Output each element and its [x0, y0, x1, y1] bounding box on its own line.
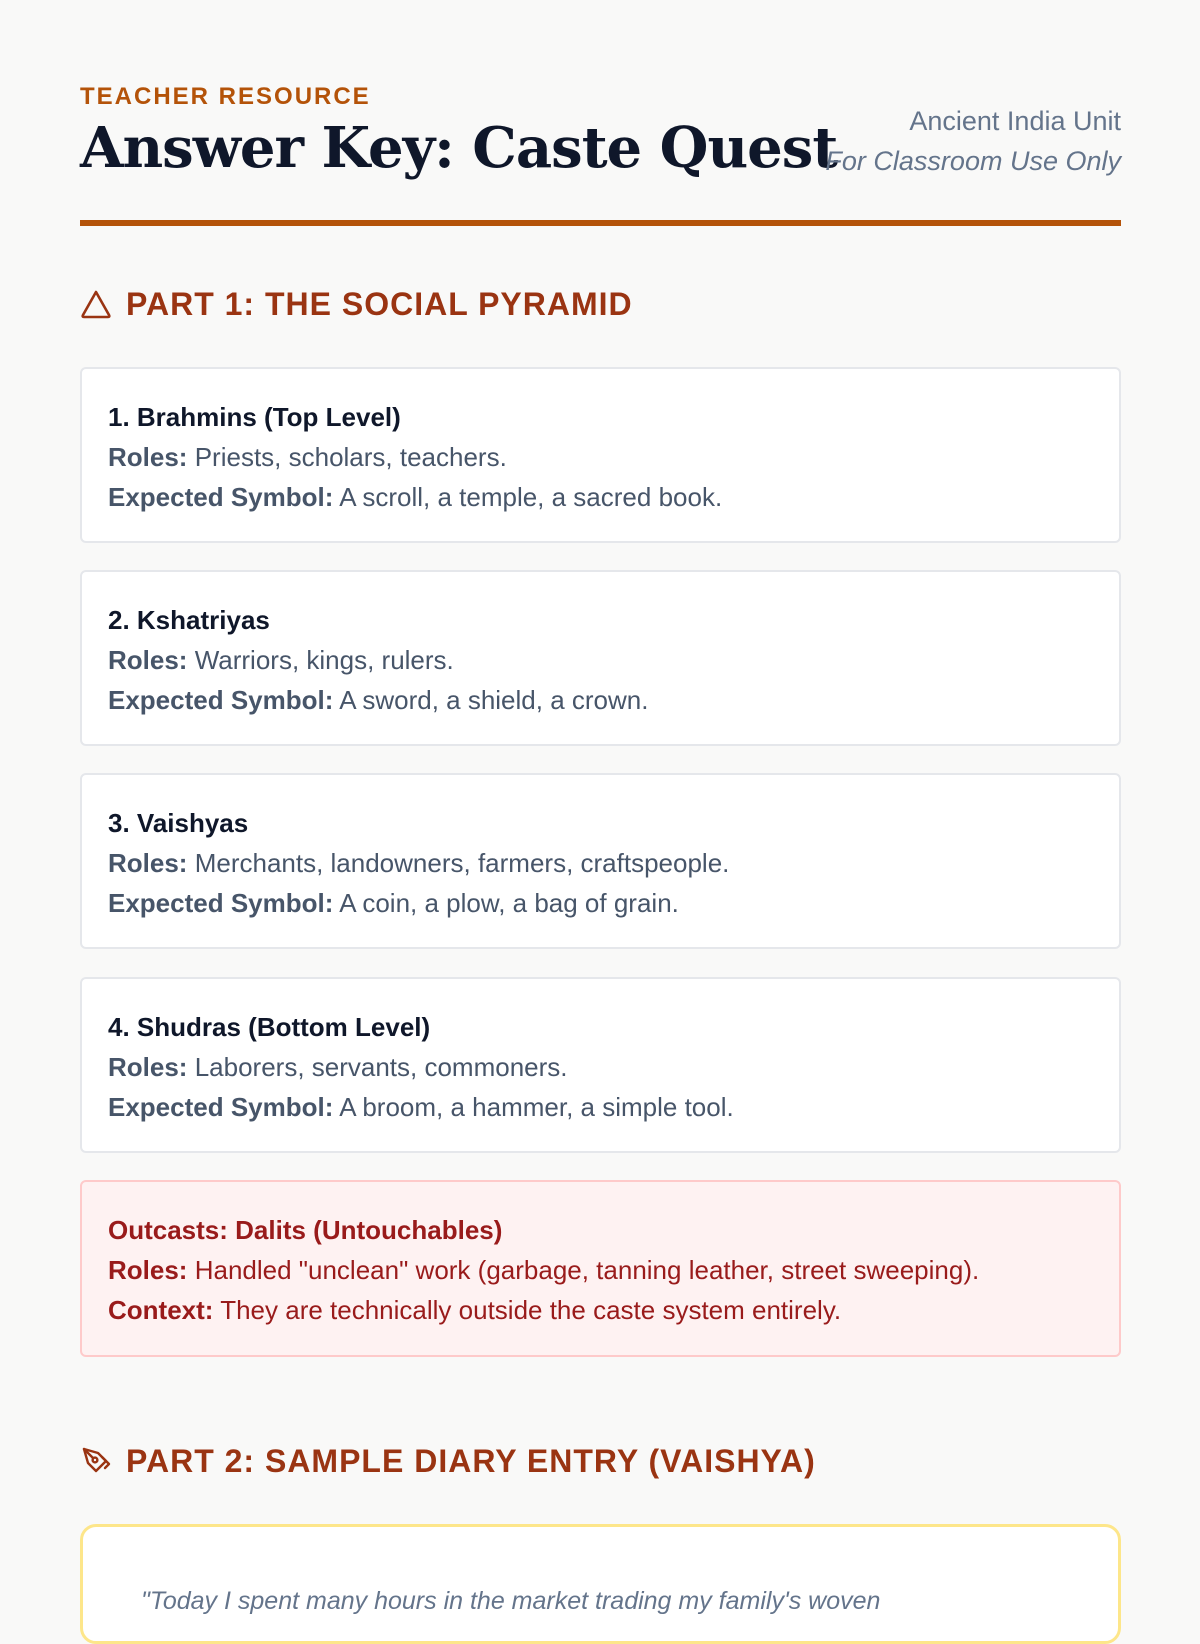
- symbol-line: [108, 477, 1093, 517]
- caste-card-brahmins: [80, 367, 1121, 543]
- part1-heading: [80, 282, 633, 326]
- pen-icon: [80, 1445, 112, 1477]
- triangle-icon: [80, 288, 112, 320]
- symbol-line: [108, 1087, 1093, 1127]
- roles-line: [108, 640, 1093, 680]
- symbol-value: A scroll, a temple, a sacred book.: [339, 482, 723, 512]
- part1-title: PART 1: THE SOCIAL PYRAMID: [126, 286, 633, 322]
- caste-card-vaishyas: [80, 773, 1121, 949]
- caste-card-shudras: [80, 977, 1121, 1153]
- symbol-line: [108, 883, 1093, 923]
- symbol-label: Expected Symbol:: [108, 1092, 334, 1122]
- roles-line: [108, 1047, 1093, 1087]
- roles-value: Priests, scholars, teachers.: [194, 442, 507, 472]
- roles-label: Roles:: [108, 1255, 188, 1285]
- context-value: They are technically outside the caste system entirely.: [220, 1295, 842, 1325]
- unit-label: Ancient India Unit: [909, 106, 1121, 136]
- symbol-value: A sword, a shield, a crown.: [339, 685, 649, 715]
- caste-card-kshatriyas: [80, 570, 1121, 746]
- part2-heading: [80, 1439, 816, 1483]
- symbol-value: A broom, a hammer, a simple tool.: [339, 1092, 734, 1122]
- roles-value: Warriors, kings, rulers.: [194, 645, 454, 675]
- diary-text: "Today I spent many hours in the market trading my family's woven: [141, 1587, 881, 1615]
- card-title: 3. Vaishyas: [108, 808, 249, 838]
- roles-line: [108, 1250, 1093, 1290]
- outcasts-card: [80, 1180, 1121, 1357]
- resource-eyebrow: TEACHER RESOURCE: [80, 83, 371, 110]
- symbol-line: [108, 680, 1093, 720]
- answer-key-page: [80, 0, 1121, 1615]
- roles-label: Roles:: [108, 645, 188, 675]
- roles-value: Handled "unclean" work (garbage, tanning leather, street sweeping).: [194, 1255, 980, 1285]
- card-title: 4. Shudras (Bottom Level): [108, 1012, 431, 1042]
- roles-label: Roles:: [108, 442, 188, 472]
- roles-value: Merchants, landowners, farmers, craftspeople.: [194, 848, 730, 878]
- context-label: Context:: [108, 1295, 214, 1325]
- page-title: Answer Key: Caste Quest: [80, 115, 838, 181]
- symbol-label: Expected Symbol:: [108, 482, 334, 512]
- usage-note: For Classroom Use Only: [825, 146, 1121, 176]
- part2-title: PART 2: SAMPLE DIARY ENTRY (VAISHYA): [126, 1443, 816, 1479]
- symbol-value: A coin, a plow, a bag of grain.: [339, 888, 679, 918]
- roles-value: Laborers, servants, commoners.: [194, 1052, 568, 1082]
- page-header: [80, 0, 1121, 226]
- roles-label: Roles:: [108, 1052, 188, 1082]
- card-title: Outcasts: Dalits (Untouchables): [108, 1215, 503, 1245]
- symbol-label: Expected Symbol:: [108, 685, 334, 715]
- symbol-label: Expected Symbol:: [108, 888, 334, 918]
- card-title: 2. Kshatriyas: [108, 605, 270, 635]
- card-title: 1. Brahmins (Top Level): [108, 402, 401, 432]
- roles-line: [108, 437, 1093, 477]
- roles-label: Roles:: [108, 848, 188, 878]
- diary-entry-card: [80, 1524, 1121, 1644]
- roles-line: [108, 843, 1093, 883]
- context-line: [108, 1290, 1093, 1330]
- header-meta: [825, 102, 1121, 182]
